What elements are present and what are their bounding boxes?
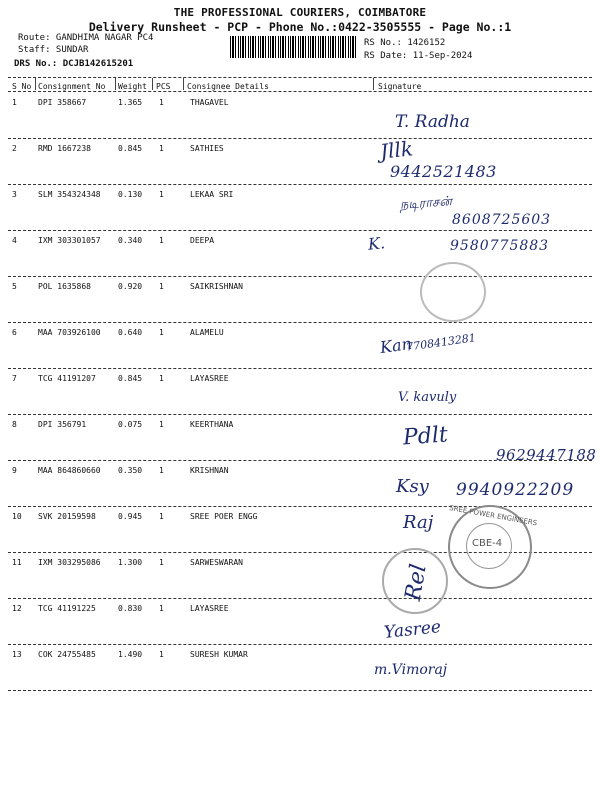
table-row [0, 370, 600, 416]
header-bottom-rule [8, 91, 592, 92]
runsheet-subtitle: Delivery Runsheet - PCP - Phone No.:0422-3505555 - Page No.:1 [88, 20, 512, 34]
cell-pcs: 1 [159, 98, 164, 107]
cell-pcs: 1 [159, 236, 164, 245]
rs-date: RS Date: 11-Sep-2024 [364, 51, 473, 61]
col-pcs: PCS [156, 82, 171, 91]
cell-weight: 0.845 [118, 374, 143, 383]
cell-weight: 0.130 [118, 190, 143, 199]
cell-consignee: THAGAVEL [190, 98, 229, 107]
signature-8: 9629447188 [496, 446, 597, 464]
row-divider [8, 644, 592, 645]
cell-weight: 1.300 [118, 558, 143, 567]
cell-consignee: LEKAA SRI [190, 190, 234, 199]
cell-consignee: ALAMELU [190, 328, 224, 337]
cell-weight: 0.340 [118, 236, 143, 245]
col-weight: Weight [118, 82, 147, 91]
signature-6: 7708413281 [405, 331, 477, 354]
cell-consignment: TCG 41191207 [38, 374, 96, 383]
signature-3-scribble: நடிராசன் [399, 194, 453, 213]
table-row [0, 94, 600, 140]
company-name: THE PROFESSIONAL COURIERS, COIMBATORE [173, 6, 427, 19]
cell-consignee: SATHIES [190, 144, 224, 153]
cell-consignee: KEERTHANA [190, 420, 234, 429]
table-row [0, 646, 600, 692]
signature-9-scribble: Ksy [396, 476, 429, 497]
cell-consignment: SLM 354324348 [38, 190, 101, 199]
rs-number: RS No.: 1426152 [364, 38, 446, 48]
cell-consignment: COK 24755485 [38, 650, 96, 659]
cell-consignment: IXM 303295086 [38, 558, 101, 567]
signature-12: Yasree [383, 617, 442, 643]
cell-sno: 7 [12, 374, 17, 383]
cell-sno: 11 [12, 558, 22, 567]
cell-consignment: SVK 20159598 [38, 512, 96, 521]
table-row [0, 324, 600, 370]
table-row [0, 600, 600, 646]
cell-sno: 8 [12, 420, 17, 429]
staff-label: Staff: SUNDAR [18, 45, 89, 55]
col-consignment: Consignment No [38, 82, 106, 91]
signature-13: m.Vimoraj [374, 662, 448, 678]
cell-pcs: 1 [159, 650, 164, 659]
col-divider [115, 78, 116, 90]
cell-sno: 9 [12, 466, 17, 475]
cell-consignment: POL 1635868 [38, 282, 91, 291]
signature-1: T. Radha [395, 112, 470, 132]
cell-consignment: MAA 864860660 [38, 466, 101, 475]
cell-consignee: LAYASREE [190, 604, 229, 613]
route-label: Route: GANDHIMA NAGAR PC4 [18, 33, 154, 43]
table-row [0, 140, 600, 186]
row-divider [8, 368, 592, 369]
cell-sno: 4 [12, 236, 17, 245]
signature-7: V. kavuly [398, 390, 457, 405]
cell-consignment: DPI 356791 [38, 420, 87, 429]
drs-number: DRS No.: DCJB142615201 [14, 59, 134, 69]
cell-sno: 1 [12, 98, 17, 107]
row-divider [8, 690, 592, 691]
cell-consignment: DPI 358667 [38, 98, 87, 107]
cell-sno: 2 [12, 144, 17, 153]
stamp-center-text: CBE-4 [472, 538, 503, 549]
cell-consignment: RMD 1667238 [38, 144, 91, 153]
cell-weight: 1.490 [118, 650, 143, 659]
cell-consignment: IXM 303301057 [38, 236, 101, 245]
cell-consignment: MAA 703926100 [38, 328, 101, 337]
row-divider [8, 276, 592, 277]
signature-11-scribble: Rel [400, 562, 432, 603]
cell-weight: 0.830 [118, 604, 143, 613]
cell-sno: 12 [12, 604, 22, 613]
stamp-ring-text: SREE POWER ENGINEERS [448, 504, 538, 528]
cell-consignee: SAIKRISHNAN [190, 282, 243, 291]
cell-weight: 0.075 [118, 420, 143, 429]
cell-pcs: 1 [159, 374, 164, 383]
cell-pcs: 1 [159, 144, 164, 153]
cell-pcs: 1 [159, 558, 164, 567]
signature-4: 9580775883 [450, 238, 550, 254]
row-divider [8, 184, 592, 185]
cell-sno: 10 [12, 512, 22, 521]
signature-8-scribble: Pdlt [402, 422, 449, 451]
cell-consignee: KRISHNAN [190, 466, 229, 475]
cell-pcs: 1 [159, 466, 164, 475]
cell-sno: 5 [12, 282, 17, 291]
cell-weight: 0.845 [118, 144, 143, 153]
cell-pcs: 1 [159, 282, 164, 291]
cell-consignee: SREE POER ENGG [190, 512, 258, 521]
signature-9: 9940922209 [456, 480, 575, 500]
signature-10-scribble: Raj [403, 512, 434, 533]
signature-2-scribble: Jllk [378, 136, 415, 164]
table-row [0, 278, 600, 324]
col-divider [183, 78, 184, 90]
cell-weight: 0.640 [118, 328, 143, 337]
signature-3: 8608725603 [452, 212, 552, 228]
cell-weight: 0.350 [118, 466, 143, 475]
cell-pcs: 1 [159, 604, 164, 613]
cell-sno: 13 [12, 650, 22, 659]
col-divider [373, 78, 374, 90]
cell-weight: 0.920 [118, 282, 143, 291]
row-divider [8, 414, 592, 415]
row-divider [8, 322, 592, 323]
signature-4-scribble: K. [367, 233, 386, 254]
cell-pcs: 1 [159, 512, 164, 521]
col-divider [35, 78, 36, 90]
cell-weight: 1.365 [118, 98, 143, 107]
cell-consignee: SARWESWARAN [190, 558, 243, 567]
signature-2: 9442521483 [390, 162, 497, 181]
cell-consignee: DEEPA [190, 236, 215, 245]
col-signature: Signature [378, 82, 422, 91]
row-divider [8, 138, 592, 139]
header-top-rule [8, 77, 592, 78]
signature-6-scribble: Kan [378, 333, 413, 358]
cell-sno: 3 [12, 190, 17, 199]
cell-consignee: LAYASREE [190, 374, 229, 383]
col-consignee: Consignee Details [187, 82, 269, 91]
barcode [230, 36, 358, 58]
cell-sno: 6 [12, 328, 17, 337]
cell-weight: 0.945 [118, 512, 143, 521]
row-divider [8, 230, 592, 231]
cell-consignment: TCG 41191225 [38, 604, 96, 613]
cell-pcs: 1 [159, 328, 164, 337]
cell-pcs: 1 [159, 420, 164, 429]
row-divider [8, 598, 592, 599]
stamp-faded-top [420, 262, 486, 322]
stamp-faded [382, 548, 448, 614]
col-sno: S No [12, 82, 32, 91]
cell-consignee: SURESH KUMAR [190, 650, 248, 659]
col-divider [152, 78, 153, 90]
cell-pcs: 1 [159, 190, 164, 199]
